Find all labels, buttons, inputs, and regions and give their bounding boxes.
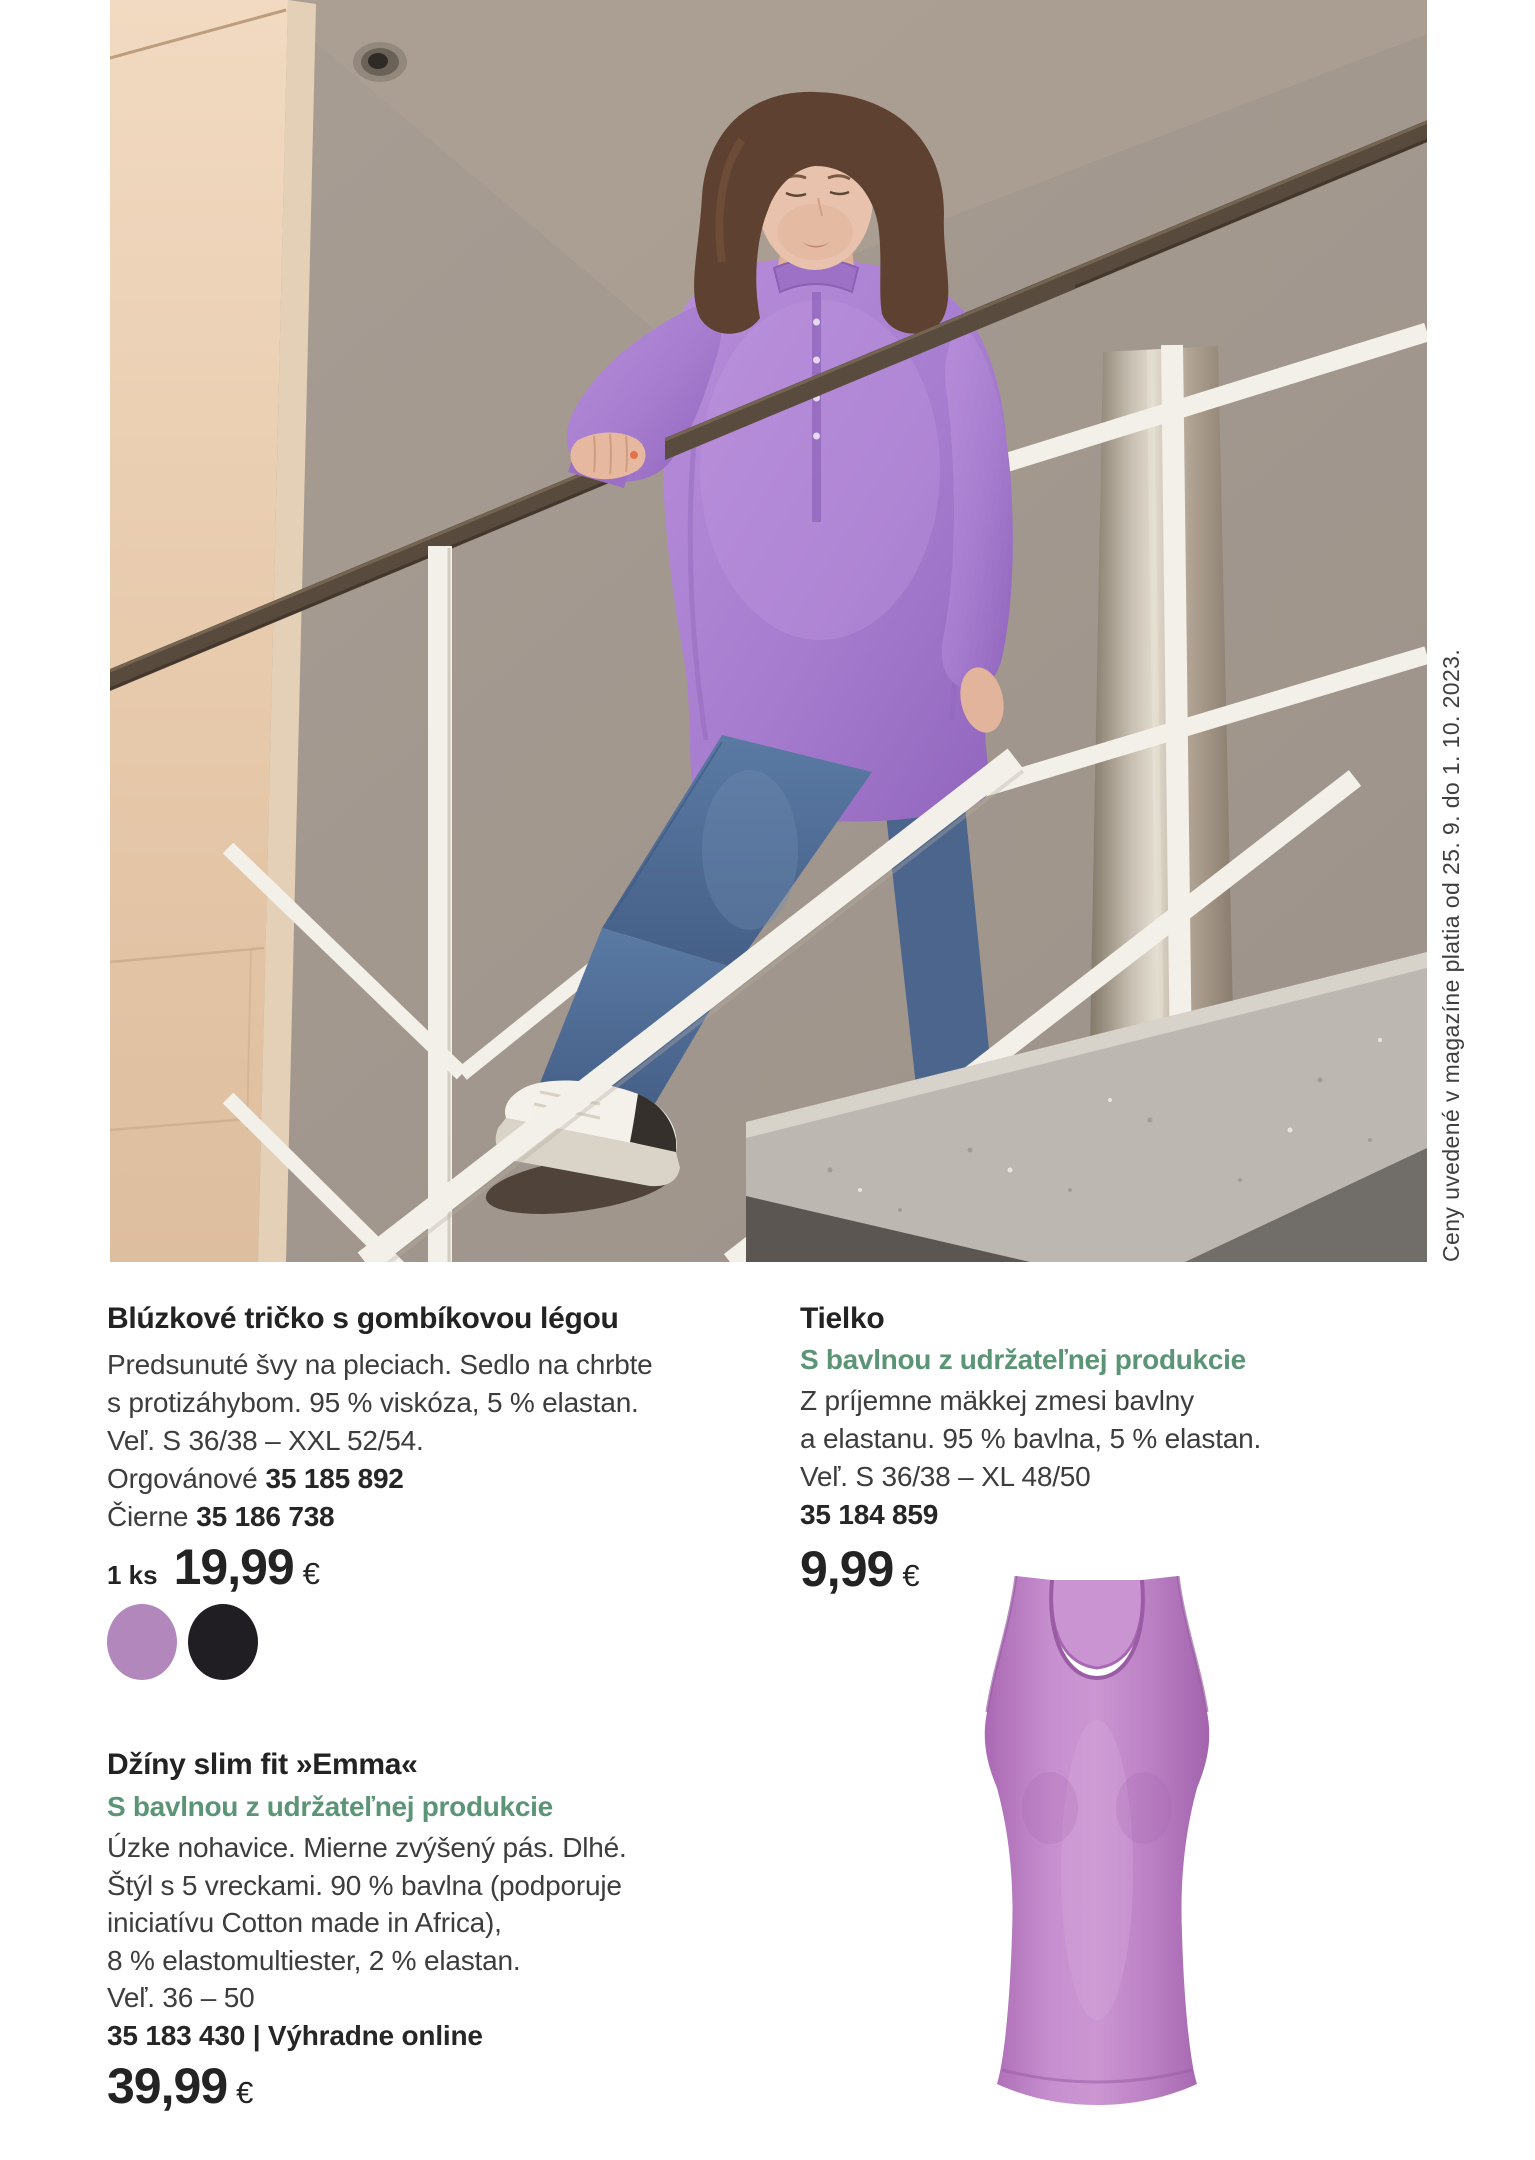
description-line: Úzke nohavice. Mierne zvýšený pás. Dlhé.	[107, 1832, 627, 1863]
description-line: s protizáhybom. 95 % viskóza, 5 % elastan.	[107, 1387, 639, 1418]
price-row-jeans	[107, 2057, 253, 2115]
eco-label-jeans: S bavlnou z udržateľnej produkcie	[107, 1791, 553, 1822]
price-amount: 19,99	[173, 1539, 294, 1595]
eco-label-tank: S bavlnou z udržateľnej produkcie	[800, 1344, 1246, 1375]
variant-label: Orgovánové	[107, 1463, 258, 1494]
price-row-tank	[800, 1540, 920, 1598]
description-line: Veľ. S 36/38 – XL 48/50	[800, 1461, 1091, 1492]
description-line: Štýl s 5 vreckami. 90 % bavlna (podporuje	[107, 1869, 622, 1901]
variant-row	[107, 1498, 653, 1536]
variant-number: 35 185 892	[265, 1463, 404, 1494]
price-amount: 39,99	[107, 2058, 228, 2114]
euro-currency-sign: €	[902, 1558, 920, 1593]
color-swatch-lilac	[107, 1604, 177, 1680]
variant-row	[107, 1460, 653, 1498]
description-line: iniciatívu Cotton made in Africa),	[107, 1907, 502, 1938]
price-quantity: 1 ks	[107, 1560, 158, 1590]
product-number-tank: 35 184 859	[800, 1499, 939, 1530]
price-row-blouse	[107, 1538, 320, 1596]
product-description-tank	[800, 1382, 1261, 1534]
product-title-jeans: Džíny slim fit »Emma«	[107, 1748, 418, 1781]
description-line: Veľ. 36 – 50	[107, 1982, 255, 2013]
model-photo-illustration	[110, 0, 1427, 1262]
description-line: Predsunuté švy na pleciach. Sedlo na chrbte	[107, 1349, 653, 1380]
price-amount: 9,99	[800, 1541, 894, 1597]
product-title-blouse: Blúzkové tričko s gombíkovou légou	[107, 1302, 619, 1335]
product-description-blouse	[107, 1346, 653, 1536]
product-title-tank: Tielko	[800, 1302, 885, 1335]
description-line: Z príjemne mäkkej zmesi bavlny	[800, 1385, 1194, 1416]
description-line: a elastanu. 95 % bavlna, 5 % elastan.	[800, 1423, 1262, 1454]
color-swatch-black	[188, 1604, 258, 1680]
variant-number: 35 186 738	[196, 1501, 335, 1532]
variant-label: Čierne	[107, 1501, 189, 1532]
price-validity-caption: Ceny uvedené v magazíne platia od 25. 9. do 1. 10. 2023.	[1438, 648, 1464, 1262]
product-description-jeans	[107, 1829, 627, 2054]
tank-top-product-image	[952, 1570, 1242, 2110]
product-number-jeans: 35 183 430 | Výhradne online	[107, 2019, 483, 2051]
description-line: 8 % elastomultiester, 2 % elastan.	[107, 1944, 521, 1976]
color-swatches-blouse	[107, 1604, 258, 1685]
euro-currency-sign: €	[236, 2075, 254, 2110]
description-line: Veľ. S 36/38 – XXL 52/54.	[107, 1425, 424, 1456]
hero-photo	[110, 0, 1427, 1262]
euro-currency-sign: €	[302, 1556, 320, 1591]
